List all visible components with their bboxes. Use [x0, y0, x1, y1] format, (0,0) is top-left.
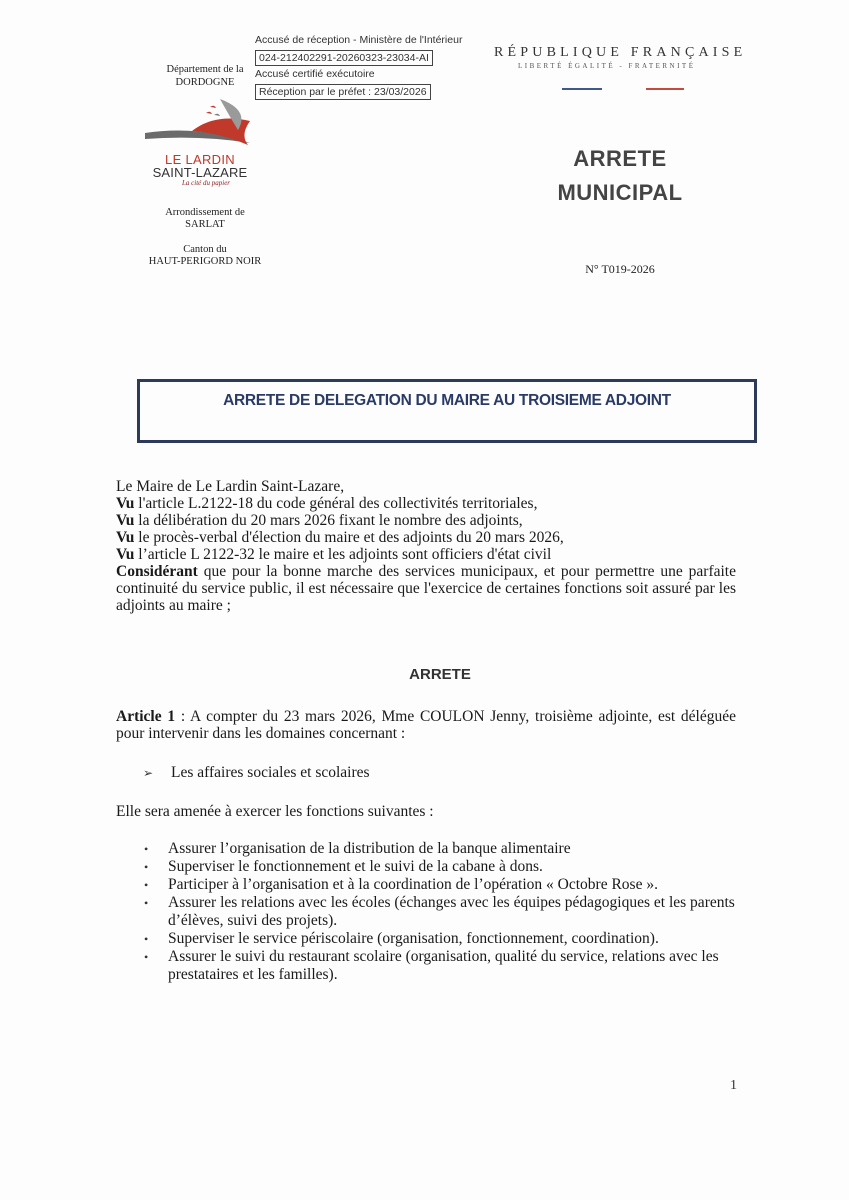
arrondissement-label	[150, 207, 260, 231]
vu-clause: Vu l’article L 2122-32 le maire et les adjoints sont officiers d'état civil	[116, 546, 552, 563]
flag-red-bar	[646, 88, 684, 90]
departement-line1: Département de la	[166, 64, 244, 75]
bullet-icon: •	[144, 896, 149, 910]
republique-francaise: RÉPUBLIQUE FRANÇAISE	[494, 45, 747, 60]
domain-label: Les affaires sociales et scolaires	[171, 764, 370, 781]
document-title-line1: ARRETE	[573, 146, 667, 171]
list-item: • Assurer le suivi du restaurant scolaire (organisation, qualité du service, relations avec les prestataires et les familles).	[144, 948, 719, 983]
logo-tagline: La cité du papier	[182, 179, 231, 187]
document-title-line2: MUNICIPAL	[557, 180, 683, 205]
preamble-intro: Le Maire de Le Lardin Saint-Lazare,	[116, 478, 345, 495]
logo-line1: LE LARDIN	[165, 152, 235, 167]
departement-label	[150, 63, 260, 89]
list-item: • Superviser le fonctionnement et le suivi de la cabane à dons.	[144, 858, 543, 875]
page-number: 1	[730, 1078, 737, 1093]
departement-line2: DORDOGNE	[175, 77, 235, 88]
canton-line1: Canton du	[183, 244, 227, 255]
list-item: • Assurer l’organisation de la distribution de la banque alimentaire	[144, 840, 571, 857]
arrow-bullet-icon: ➢	[143, 766, 154, 780]
bullet-icon: •	[144, 932, 149, 946]
canton-line2: HAUT-PERIGORD NOIR	[148, 256, 262, 267]
vu-clause: Vu le procès-verbal d'élection du maire et des adjoints du 20 mars 2026,	[116, 529, 564, 546]
reception-stamp	[255, 32, 462, 100]
arrete-heading: ARRETE	[409, 666, 471, 683]
list-item: • Participer à l’organisation et à la coordination de l’opération « Octobre Rose ».	[144, 876, 658, 893]
list-item: • Assurer les relations avec les écoles (échanges avec les équipes pédagogiques et les parents d’élèves, suivi des projets).	[144, 894, 735, 929]
functions-intro: Elle sera amenée à exercer les fonctions suivantes :	[116, 803, 434, 820]
article-1	[116, 708, 736, 742]
subject-title: ARRETE DE DELEGATION DU MAIRE AU TROISIEME ADJOINT	[223, 392, 671, 409]
canton-label	[140, 244, 270, 268]
domain-item	[143, 764, 370, 782]
subject-box	[137, 379, 757, 443]
logo-line2: SAINT-LAZARE	[152, 165, 248, 180]
arrondissement-line2: SARLAT	[185, 219, 225, 230]
bullet-icon: •	[144, 950, 149, 964]
considerant-clause: Considérant que pour la bonne marche des services municipaux, et pour permettre une parfaite continuité du service public, il est nécessaire que l'exercice de certaines fonctions soit assuré par les adjoints au maire ;	[116, 563, 736, 614]
preamble	[116, 478, 736, 614]
republique-motto: LIBERTÉ ÉGALITÉ - FRATERNITÉ	[518, 62, 696, 70]
stamp-line1: Accusé de réception - Ministère de l'Intérieur	[255, 34, 463, 46]
bullet-icon: •	[144, 878, 149, 892]
stamp-line3: Accusé certifié exécutoire	[255, 68, 375, 80]
list-item: • Superviser le service périscolaire (organisation, fonctionnement, coordination).	[144, 930, 659, 947]
stamp-reception-date: Réception par le préfet : 23/03/2026	[255, 84, 431, 100]
functions-list	[140, 840, 760, 984]
bullet-icon: •	[144, 842, 149, 856]
flag-blue-bar	[562, 88, 602, 90]
vu-clause: Vu l'article L.2122-18 du code général des collectivités territoriales,	[116, 495, 538, 512]
article-text: : A compter du 23 mars 2026, Mme COULON Jenny, troisième adjointe, est déléguée pour intervenir dans les domaines concernant :	[116, 708, 736, 742]
vu-clause: Vu la délibération du 20 mars 2026 fixant le nombre des adjoints,	[116, 512, 523, 529]
arrete-number: N° T019-2026	[585, 262, 655, 276]
bullet-icon: •	[144, 860, 149, 874]
article-label: Article 1	[116, 708, 176, 725]
arrondissement-line1: Arrondissement de	[165, 207, 245, 218]
stamp-reference: 024-212402291-20260323-23034-AI	[255, 50, 433, 66]
